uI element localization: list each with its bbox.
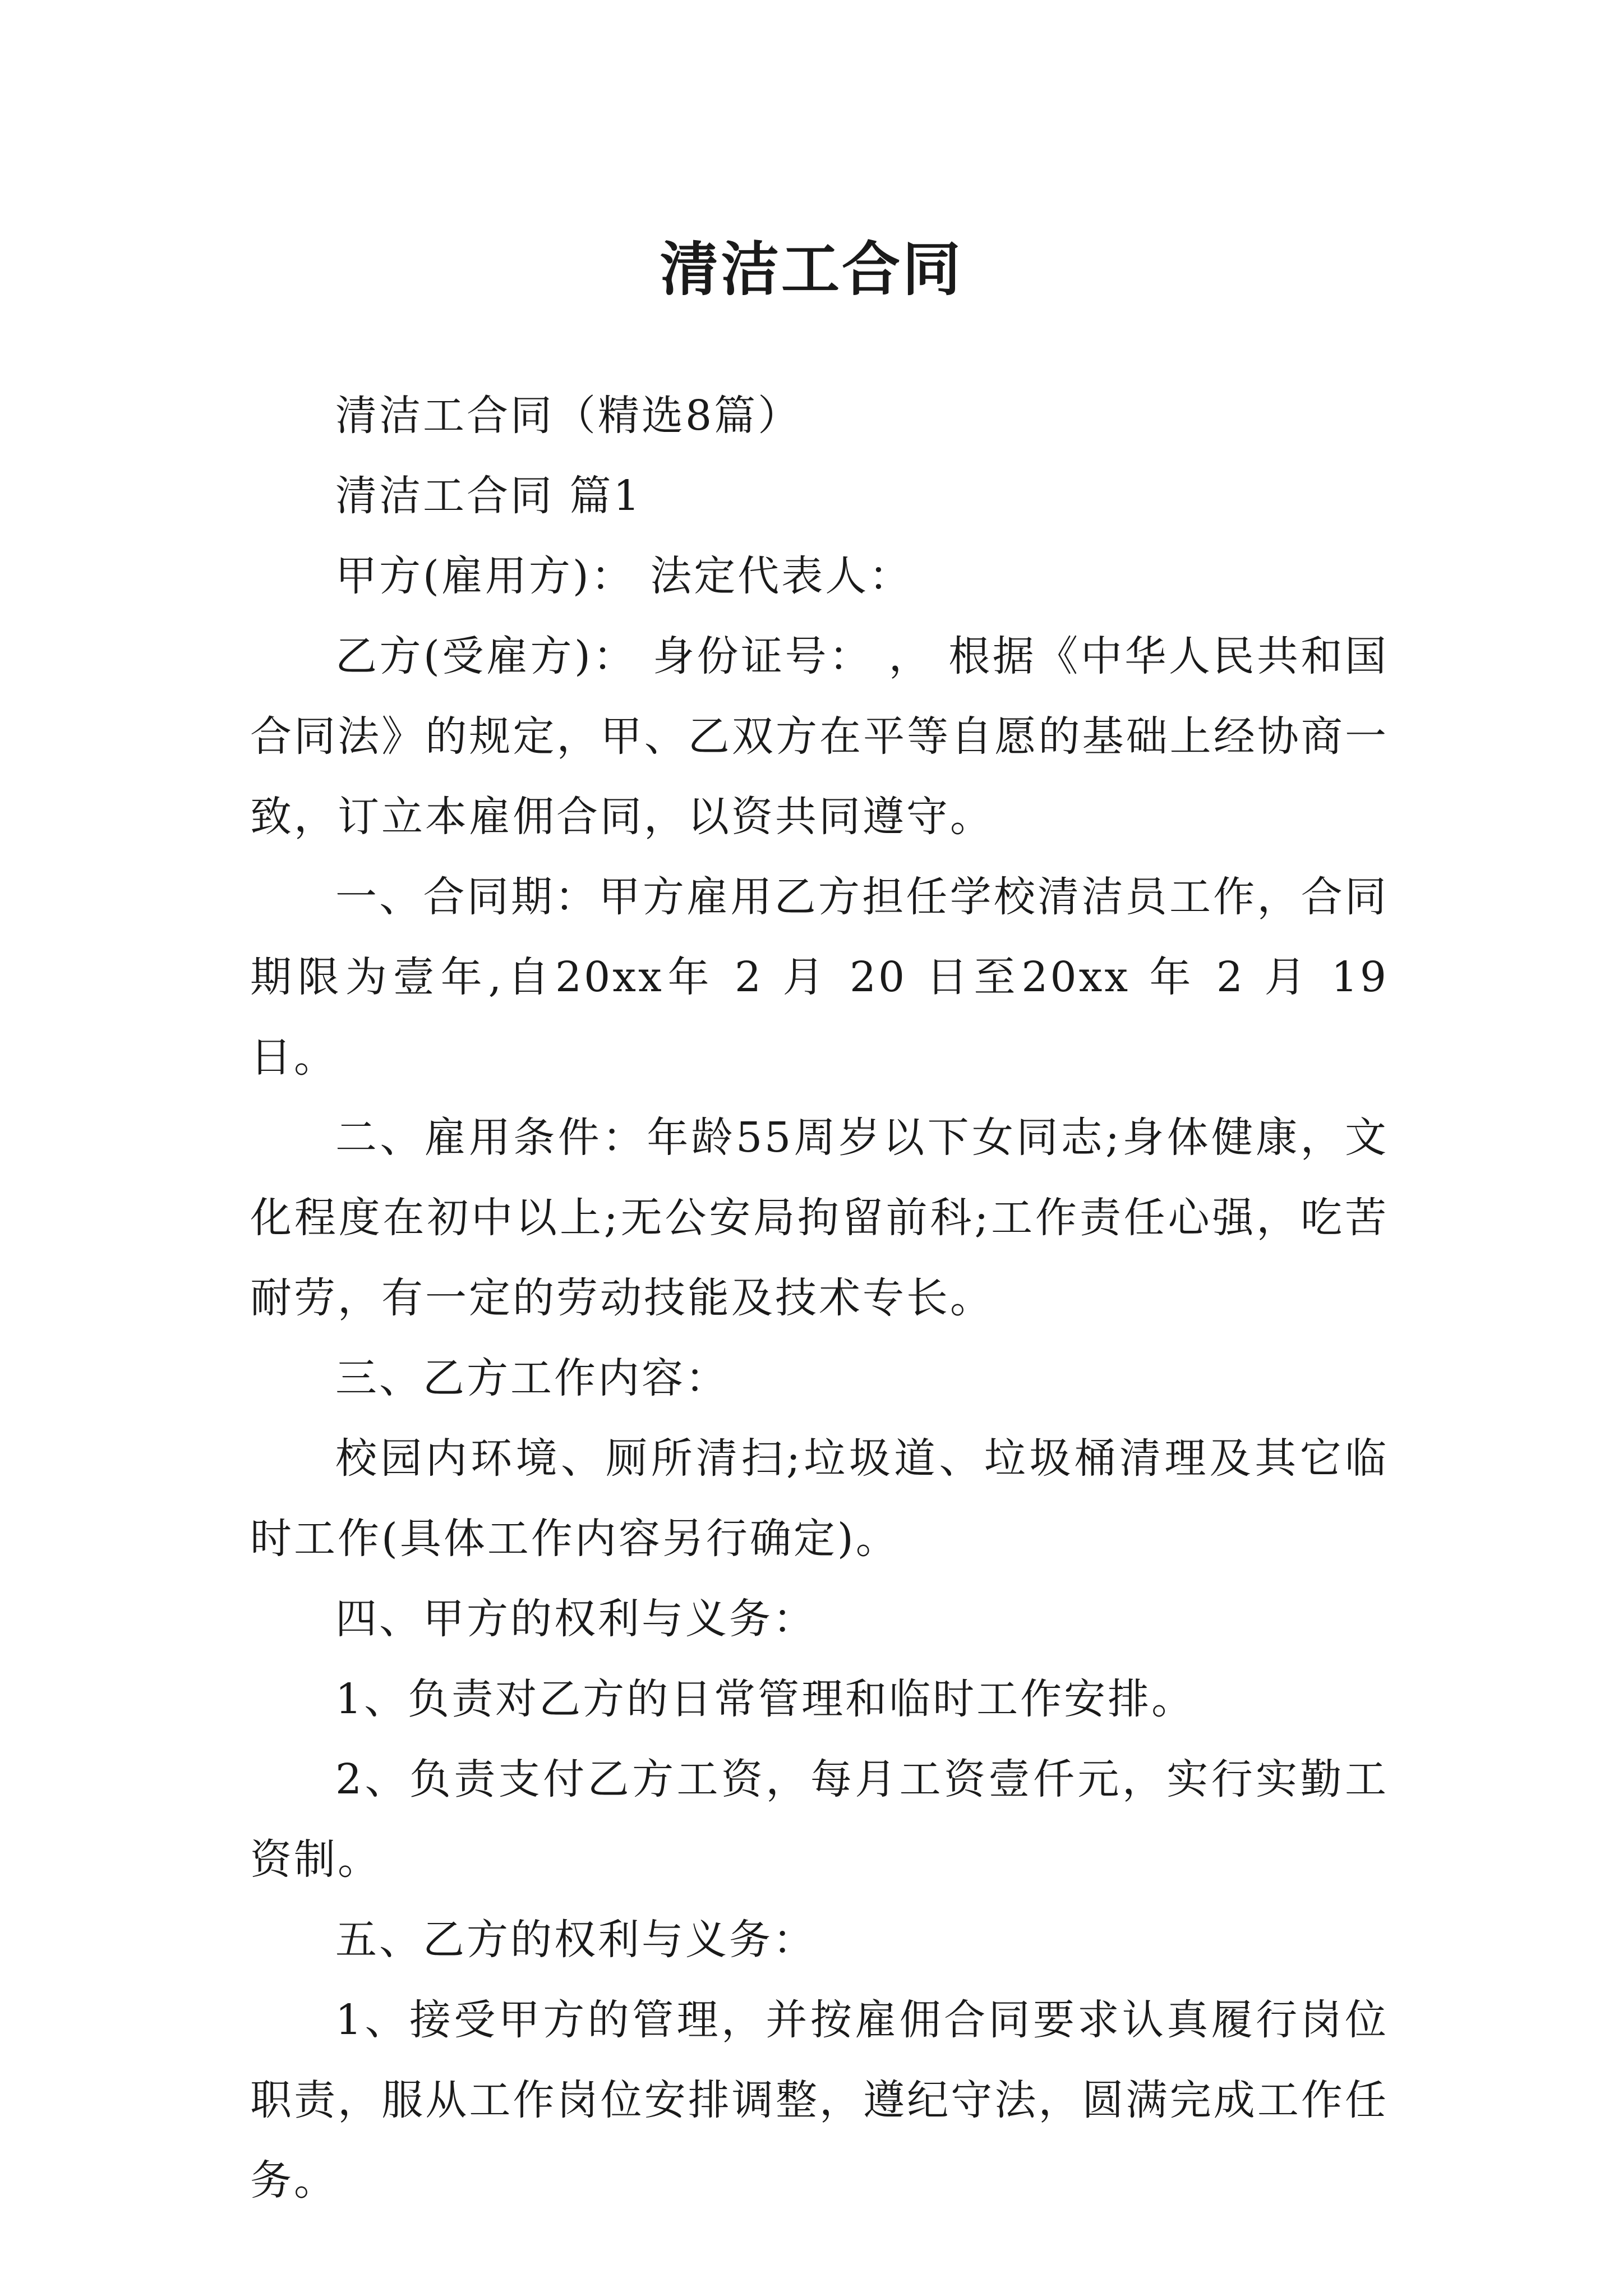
- document-title: 清洁工合同: [660, 234, 963, 303]
- paragraph-party-b-rights-heading: 五、乙方的权利与义务：: [335, 1916, 817, 1964]
- paragraph-party-a-right-1: 1、负责对乙方的日常管理和临时工作安排。: [335, 1675, 1196, 1723]
- paragraph-work-content-heading: 三、乙方工作内容：: [335, 1354, 729, 1402]
- paragraph-employment-conditions: 二、雇用条件：年龄55周岁以下女同志;身体健康，文化程度在初中以上;无公安局拘留前科;工作责任心强，吃苦耐劳，有一定的劳动技能及技术专长。: [250, 1114, 1389, 1322]
- document-body: [250, 376, 1389, 2221]
- paragraph-party-a: 甲方(雇用方)： 法定代表人：: [335, 552, 913, 600]
- paragraph-subtitle: 清洁工合同（精选8篇）: [335, 392, 802, 440]
- paragraph-party-b: 乙方(受雇方)： 身份证号： ， 根据《中华人民共和国合同法》的规定，甲、乙双方在平等自愿的基础上经协商一致，订立本雇佣合同，以资共同遵守。: [250, 632, 1389, 841]
- paragraph-party-b-right-1: 1、接受甲方的管理，并按雇佣合同要求认真履行岗位职责，服从工作岗位安排调整，遵纪守法，圆满完成工作任务。: [250, 1996, 1389, 2205]
- paragraph-contract-term: 一、合同期：甲方雇用乙方担任学校清洁员工作，合同期限为壹年,自20xx年 2 月 20 日至20xx 年 2 月 19日。: [250, 873, 1389, 1082]
- paragraph-work-content: 校园内环境、厕所清扫;垃圾道、垃圾桶清理及其它临时工作(具体工作内容另行确定)。: [250, 1434, 1389, 1563]
- paragraph-party-a-right-2: 2、负责支付乙方工资，每月工资壹仟元，实行实勤工资制。: [250, 1755, 1389, 1884]
- paragraph-section-heading: 清洁工合同 篇1: [335, 472, 642, 520]
- paragraph-party-a-rights-heading: 四、甲方的权利与义务：: [335, 1595, 817, 1643]
